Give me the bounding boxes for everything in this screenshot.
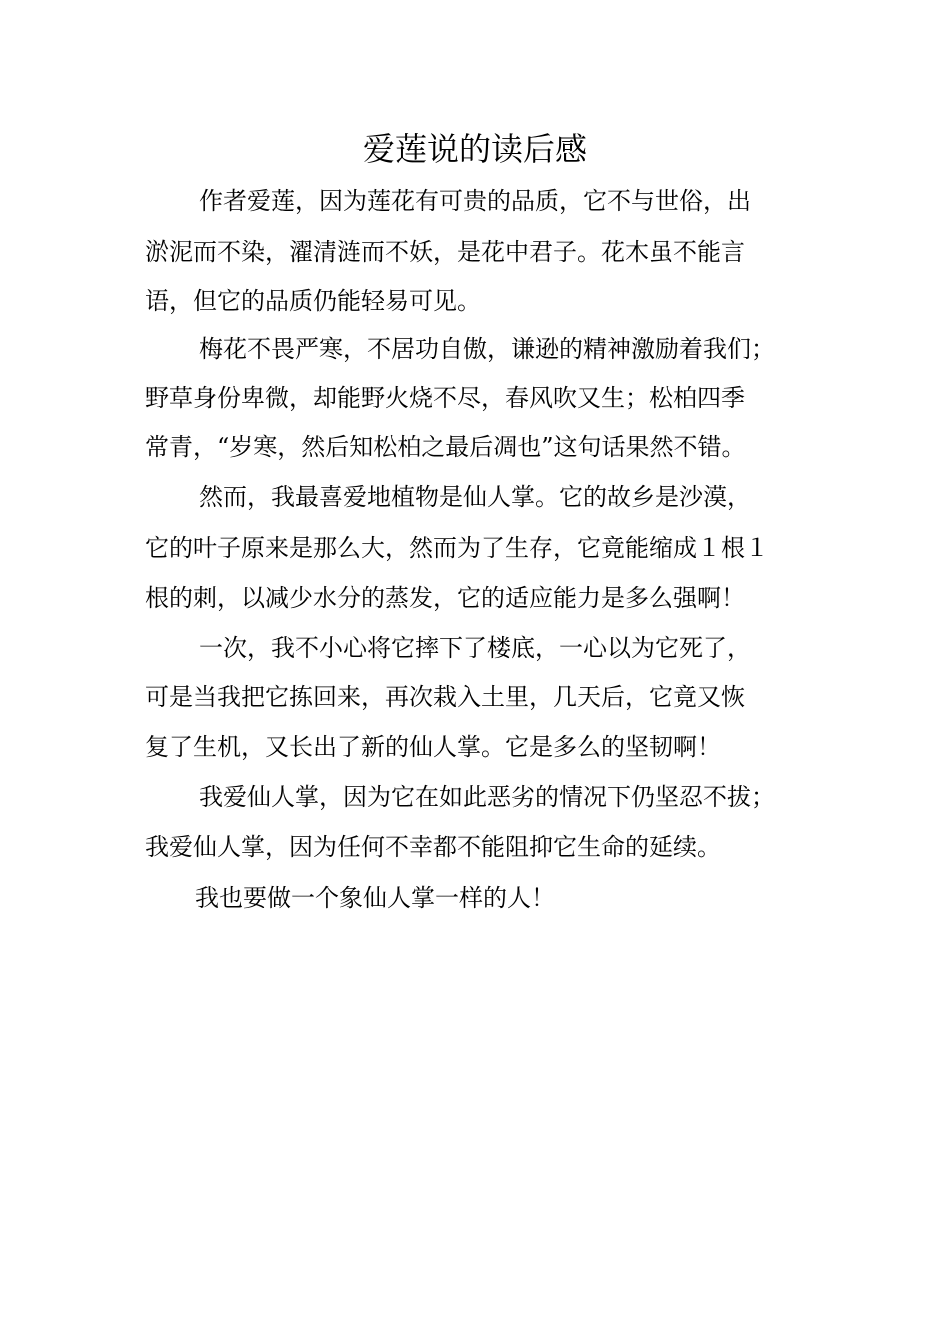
- paragraph-1-line-3: 语，但它的品质仍能轻易可见。: [145, 287, 481, 315]
- paragraph-4-line-1: 一次，我不小心将它摔下了楼底，一心以为它死了，: [199, 634, 751, 662]
- paragraph-3-line-1: 然而，我最喜爱地植物是仙人掌。它的故乡是沙漠，: [199, 483, 751, 511]
- document-title: 爱莲说的读后感: [362, 130, 587, 168]
- paragraph-5-line-2: 我爱仙人掌，因为任何不幸都不能阻抑它生命的延续。: [145, 833, 721, 861]
- paragraph-4-line-2: 可是当我把它拣回来，再次栽入土里，几天后，它竟又恢: [145, 683, 745, 711]
- paragraph-5-line-1: 我爱仙人掌，因为它在如此恶劣的情况下仍坚忍不拔；: [199, 783, 775, 811]
- paragraph-2-line-1: 梅花不畏严寒，不居功自傲，谦逊的精神激励着我们；: [199, 335, 775, 363]
- paragraph-6-line-1: 我也要做一个象仙人掌一样的人！: [195, 884, 555, 912]
- paragraph-2-line-2: 野草身份卑微，却能野火烧不尽，春风吹又生；松柏四季: [145, 384, 745, 412]
- paragraph-1-line-1: 作者爱莲，因为莲花有可贵的品质，它不与世俗，出: [199, 187, 751, 215]
- paragraph-1-line-2: 淤泥而不染，濯清涟而不妖，是花中君子。花木虽不能言: [145, 238, 745, 266]
- paragraph-4-line-3: 复了生机，又长出了新的仙人掌。它是多么的坚韧啊！: [145, 733, 721, 761]
- paragraph-3-line-2: 它的叶子原来是那么大，然而为了生存，它竟能缩成１根１: [145, 534, 769, 562]
- paragraph-3-line-3: 根的刺，以减少水分的蒸发，它的适应能力是多么强啊！: [145, 584, 745, 612]
- paragraph-2-line-3: 常青，“岁寒，然后知松柏之最后凋也”这句话果然不错。: [145, 433, 746, 461]
